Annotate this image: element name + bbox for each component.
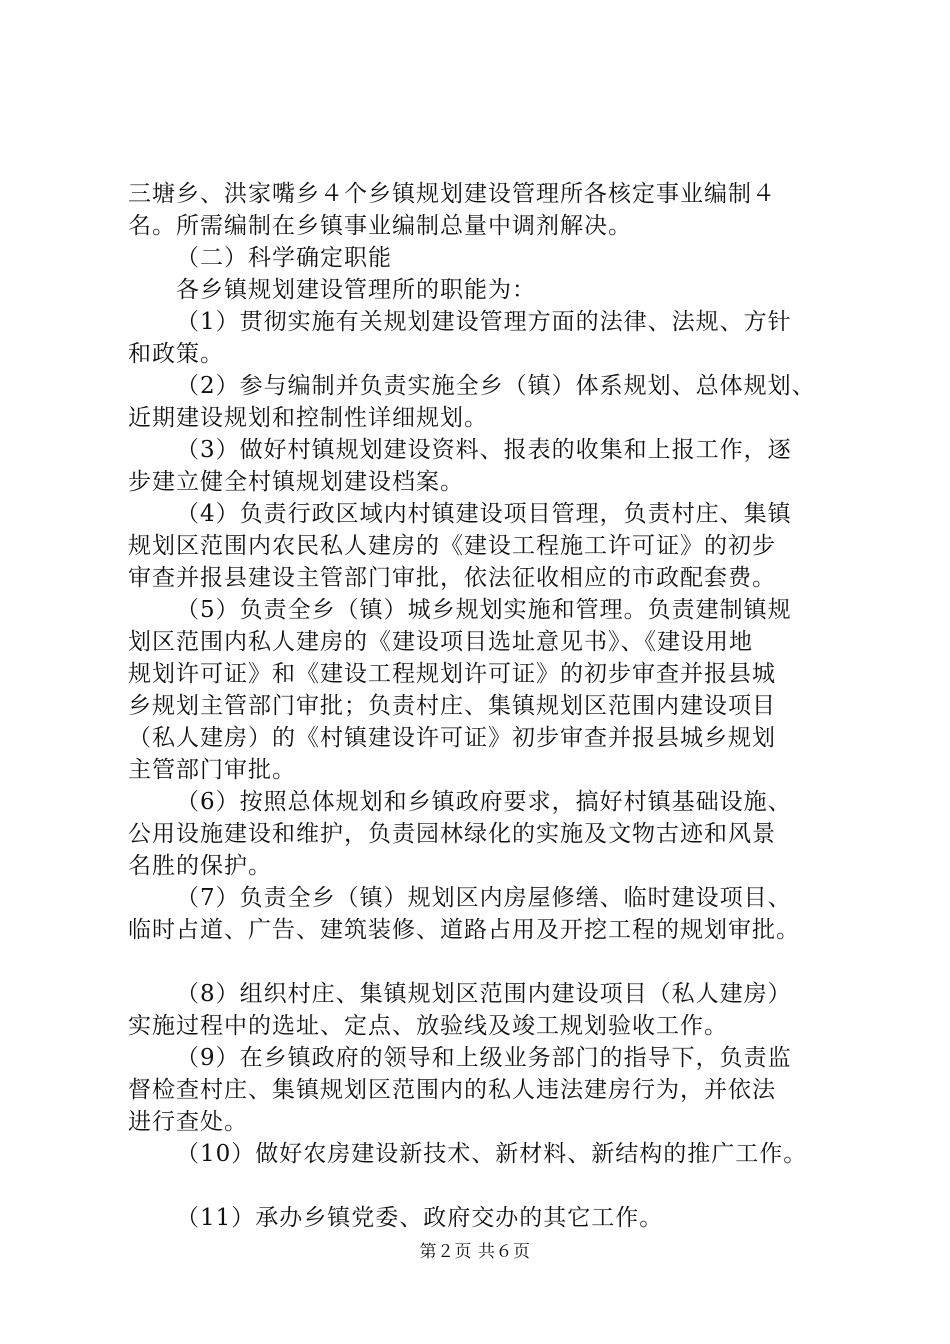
text-line: 名胜的保护。 [128,853,272,879]
text-line: 实施过程中的选址、定点、放验线及竣工规划验收工作。 [128,1013,728,1039]
text-line: 和政策。 [128,341,224,367]
text-line: 名。所需编制在乡镇事业编制总量中调剂解决。 [128,213,632,239]
list-item-10: （10）做好农房建设新技术、新材料、新结构的推广工作。 [176,1141,808,1167]
list-item-8: （8）组织村庄、集镇规划区范围内建设项目（私人建房） [176,981,792,1007]
blank-line [128,1170,840,1202]
document-body [128,178,840,1234]
text-line: 公用设施建设和维护，负责园林绿化的实施及文物古迹和风景 [128,821,776,847]
text-line: 划区范围内私人建房的《建设项目选址意见书》、《建设用地 [128,629,753,655]
list-item-3: （3）做好村镇规划建设资料、报表的收集和上报工作，逐 [176,437,792,463]
text-line: 临时占道、广告、建筑装修、道路占用及开挖工程的规划审批。 [128,917,800,943]
text-line: 规划区范围内农民私人建房的《建设工程施工许可证》的初步 [128,533,776,559]
text-line: 步建立健全村镇规划建设档案。 [128,469,464,495]
text-line: 督检查村庄、集镇规划区范围内的私人违法建房行为，并依法 [128,1077,776,1103]
list-item-7: （7）负责全乡（镇）规划区内房屋修缮、临时建设项目、 [176,885,792,911]
list-item-9: （9）在乡镇政府的领导和上级业务部门的指导下，负责监 [176,1045,792,1071]
list-item-1: （1）贯彻实施有关规划建设管理方面的法律、法规、方针 [176,309,792,335]
list-item-6: （6）按照总体规划和乡镇政府要求，搞好村镇基础设施、 [176,789,792,815]
page-footer: 第２页 共６页 [419,1242,531,1262]
section-heading: （二）科学确定职能 [176,245,392,271]
text-line: 进行查处。 [128,1109,248,1135]
text-line: 审查并报县建设主管部门审批，依法征收相应的市政配套费。 [128,565,776,591]
text-line: 规划许可证》和《建设工程规划许可证》的初步审查并报县城 [128,661,776,687]
blank-line [128,946,840,978]
text-line: 各乡镇规划建设管理所的职能为： [176,277,536,303]
list-item-2: （2）参与编制并负责实施全乡（镇）体系规划、总体规划、 [176,373,816,399]
text-line: （私人建房）的《村镇建设许可证》初步审查并报县城乡规划 [128,725,776,751]
list-item-4: （4）负责行政区域内村镇建设项目管理，负责村庄、集镇 [176,501,792,527]
text-line: 乡规划主管部门审批；负责村庄、集镇规划区范围内建设项目 [128,693,776,719]
list-item-11: （11）承办乡镇党委、政府交办的其它工作。 [176,1205,664,1231]
list-item-5: （5）负责全乡（镇）城乡规划实施和管理。负责建制镇规 [176,597,792,623]
text-line: 近期建设规划和控制性详细规划。 [128,405,488,431]
text-line: 三塘乡、洪家嘴乡４个乡镇规划建设管理所各核定事业编制４ [128,181,776,207]
text-line: 主管部门审批。 [128,757,296,783]
